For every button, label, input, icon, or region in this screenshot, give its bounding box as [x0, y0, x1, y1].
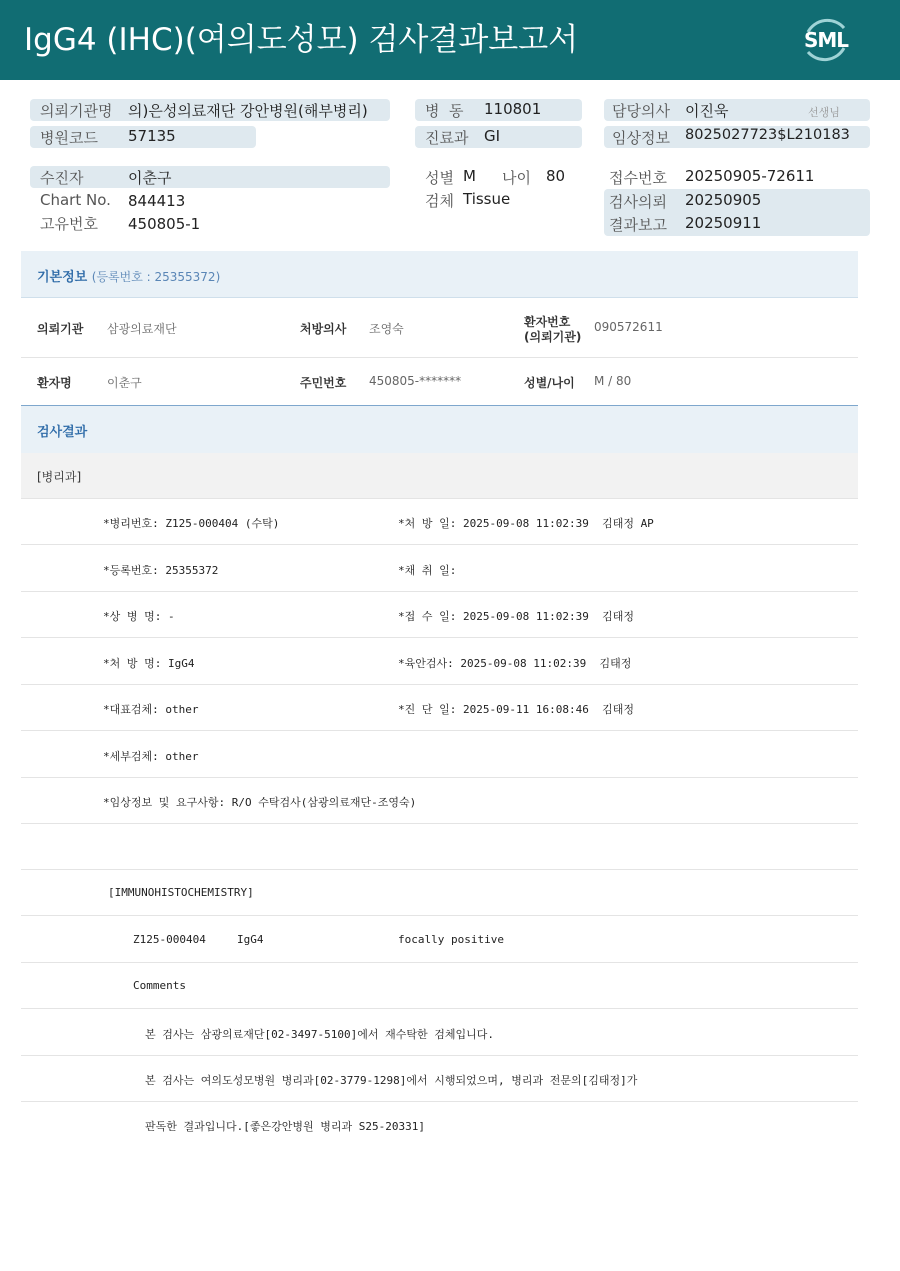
- result-row-left: *등록번호: 25355372: [103, 564, 219, 577]
- ihc-specimen-number: Z125-000404: [133, 933, 206, 946]
- patient-number-sublabel: (의뢰기관): [524, 330, 582, 344]
- blank-row: [21, 824, 858, 870]
- comment-row: [21, 1056, 858, 1102]
- department-value: GI: [484, 127, 501, 145]
- ihc-header-row: [21, 870, 858, 916]
- result-row-left: *처 방 명: IgG4: [103, 657, 195, 670]
- request-date-value: 20250905: [685, 191, 762, 209]
- result-row-right: *접 수 일: 2025-09-08 11:02:39 김태정: [398, 610, 634, 623]
- report-title: IgG4 (IHC)(여의도성모) 검사결과보고서: [24, 22, 579, 58]
- specimen-value: Tissue: [463, 190, 511, 208]
- result-row-left: *임상정보 및 요구사항: R/O 수탁검사(삼광의료재단-조영숙): [103, 796, 417, 809]
- unique-label: 고유번호: [40, 215, 98, 233]
- comment-text: 판독한 결과입니다.[좋은강안병원 병리과 S25-20331]: [145, 1120, 425, 1133]
- ward-label: 병 동: [425, 102, 464, 120]
- comments-header-row: [21, 963, 858, 1009]
- patient-number-value: 090572611: [594, 320, 663, 334]
- result-row: [21, 499, 858, 545]
- hospital-code-label: 병원코드: [40, 129, 98, 147]
- age-label: 나이: [502, 169, 531, 187]
- basic-info-row-2: [21, 359, 858, 406]
- basic-info-row-1: [21, 299, 858, 358]
- report-date-label: 결과보고: [609, 216, 667, 234]
- pathology-dept-header: [21, 453, 858, 499]
- patient-name-value: 이춘구: [107, 376, 142, 390]
- result-row-left: *상 병 명: -: [103, 610, 175, 623]
- unique-value: 450805-1: [128, 215, 201, 233]
- comment-row: [21, 1010, 858, 1056]
- rrn-label: 주민번호: [300, 376, 347, 390]
- receipt-value: 20250905-72611: [685, 167, 815, 185]
- pathology-dept-label: [병리과]: [37, 470, 82, 484]
- result-row: [21, 732, 858, 778]
- hospital-code-value: 57135: [128, 127, 176, 145]
- prescriber-value: 조영숙: [369, 322, 404, 336]
- receipt-label: 접수번호: [609, 169, 667, 187]
- sml-logo: [800, 14, 852, 66]
- result-row: [21, 778, 858, 824]
- clinical-info-value: 8025027723$L210183: [685, 127, 850, 143]
- result-row-left: *대표검체: other: [103, 703, 199, 716]
- result-row: [21, 546, 858, 592]
- report-date-value: 20250911: [685, 214, 762, 232]
- specimen-label: 검체: [425, 192, 454, 210]
- report-header-bar: [0, 0, 900, 80]
- result-row-right: *채 취 일:: [398, 564, 457, 577]
- chart-label: Chart No.: [40, 191, 111, 209]
- basic-info-heading: [21, 251, 858, 298]
- result-row: [21, 639, 858, 685]
- doctor-label: 담당의사: [612, 102, 670, 120]
- chart-value: 844413: [128, 192, 186, 210]
- patient-number-label: 환자번호: [524, 315, 571, 329]
- sex-age-label: 성별/나이: [524, 376, 575, 390]
- clinical-info-label: 임상정보: [612, 129, 670, 147]
- doctor-value: 이진욱: [685, 102, 729, 120]
- sex-label: 성별: [425, 169, 454, 187]
- result-row-right: *처 방 일: 2025-09-08 11:02:39 김태정 AP: [398, 517, 654, 530]
- comment-text: 본 검사는 여의도성모병원 병리과[02-3779-1298]에서 시행되었으며, 병리과 전문의[김태정]가: [145, 1074, 638, 1087]
- result-row: [21, 592, 858, 638]
- request-date-label: 검사의뢰: [609, 193, 667, 211]
- sex-value: M: [463, 167, 476, 185]
- org-value: 삼광의료재단: [107, 322, 177, 336]
- patient-name-label: 환자명: [37, 376, 72, 390]
- ward-value: 110801: [484, 100, 542, 118]
- result-row-left: *병리번호: Z125-000404 (수탁): [103, 517, 280, 530]
- results-heading: [21, 406, 858, 453]
- comment-text: 본 검사는 삼광의료재단[02-3497-5100]에서 재수탁한 검체입니다.: [145, 1028, 494, 1041]
- patient-value: 이춘구: [128, 169, 172, 187]
- patient-label: 수진자: [40, 169, 84, 187]
- result-row-right: *진 단 일: 2025-09-11 16:08:46 김태정: [398, 703, 634, 716]
- logo-text: SML: [803, 28, 849, 52]
- prescriber-label: 처방의사: [300, 322, 347, 336]
- age-value: 80: [546, 167, 566, 185]
- comments-label: Comments: [133, 979, 186, 992]
- ihc-result: focally positive: [398, 933, 504, 946]
- results-title: 검사결과: [37, 425, 88, 440]
- org-label: 의뢰기관: [37, 322, 84, 336]
- registration-number: (등록번호 : 25355372): [91, 270, 221, 284]
- rrn-value: 450805-*******: [369, 374, 462, 388]
- ihc-header: [IMMUNOHISTOCHEMISTRY]: [108, 886, 254, 899]
- result-row-right: *육안검사: 2025-09-08 11:02:39 김태정: [398, 657, 632, 670]
- result-row: [21, 685, 858, 731]
- requesting-org-label: 의뢰기관명: [40, 102, 113, 120]
- ihc-stain: IgG4: [237, 933, 264, 946]
- comment-row: [21, 1102, 858, 1148]
- sex-age-value: M / 80: [594, 374, 632, 388]
- department-label: 진료과: [425, 129, 469, 147]
- patient-pill: [30, 166, 390, 188]
- ihc-result-row: [21, 917, 858, 963]
- result-row-left: *세부검체: other: [103, 750, 199, 763]
- requesting-org-value: 의)은성의료재단 강안병원(해부병리): [128, 102, 368, 120]
- basic-info-title: 기본정보: [37, 270, 88, 285]
- doctor-suffix: 선생님: [808, 106, 840, 119]
